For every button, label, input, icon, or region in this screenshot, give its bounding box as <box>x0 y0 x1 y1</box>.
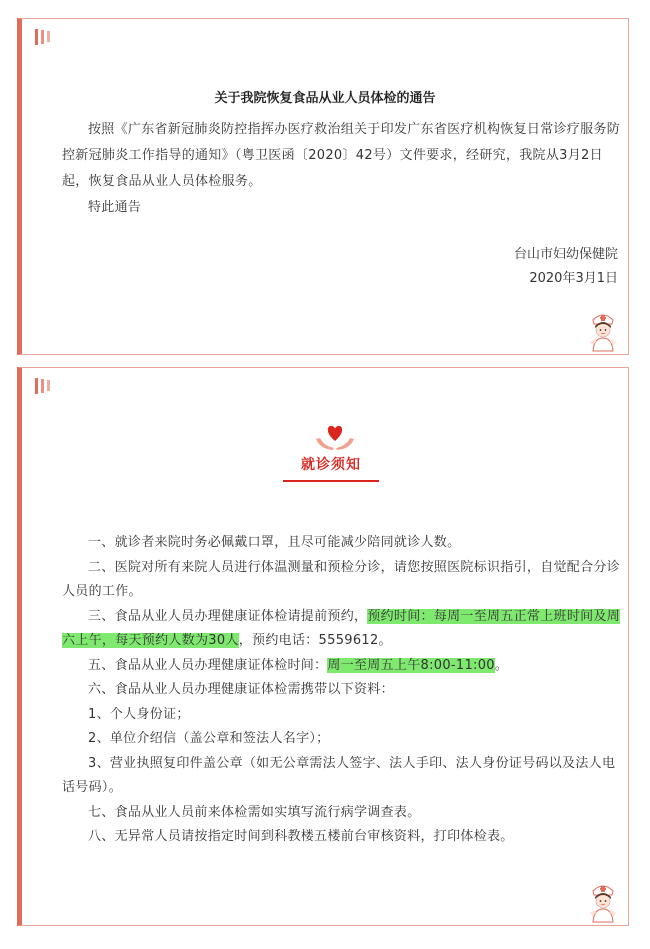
list-item <box>62 654 628 679</box>
notice-paragraph: 按照《广东省新冠肺炎防控指挥办医疗救治组关于印发广东省医疗机构恢复日常诊疗服务防控新冠肺炎工作指导的通知》（粤卫医函〔2020〕42号）文件要求，经研究，我院从3月2日起，恢复食品从业人员体检服务。 <box>62 122 621 189</box>
notice-title: 关于我院恢复食品从业人员体检的通告 <box>214 91 436 106</box>
list-item: 七、食品从业人员前来体检需如实填写流行病学调查表。 <box>88 804 421 820</box>
notice-date: 2020年3月1日 <box>529 271 618 286</box>
notice-card <box>17 18 629 355</box>
nurse-icon <box>584 879 622 923</box>
list-item-text: ，预约电话：5559612。 <box>238 633 392 648</box>
list-subitem: 1、个人身份证； <box>88 706 190 722</box>
list-item: 八、无异常人员请按指定时间到科教楼五楼前台审核资料，打印体检表。 <box>88 829 514 844</box>
highlighted-exam-time: 周一至周五上午8:00-11:00 <box>327 657 495 673</box>
highlighted-appointment-info: 预约时间：每周一至周五正常上班时间及周六上午，每天预约人数为30人 <box>62 608 621 648</box>
list-item: 二、医院对所有来院人员进行体温测量和预检分诊，请您按照医院标识指引，自觉配合分诊人员的工作。 <box>62 559 621 599</box>
guide-card <box>17 367 629 926</box>
list-subitem: 3、营业执照复印件盖公章（如无公章需法人签字、法人手印、法人身份证号码以及法人电话号码）。 <box>62 755 616 795</box>
guide-heading: 就诊须知 <box>301 457 361 473</box>
list-item: 一、就诊者来院时务必佩戴口罩，且尽可能减少陪同就诊人数。 <box>88 535 461 550</box>
guide-heading-banner <box>283 452 379 482</box>
list-item <box>62 605 628 654</box>
bars-decoration-icon <box>35 29 50 45</box>
guide-list <box>62 531 628 850</box>
bars-decoration-icon <box>35 378 50 394</box>
list-item: 六、食品从业人员办理健康证体检需携带以下资料： <box>88 682 394 697</box>
list-item-text: 五、食品从业人员办理健康证体检时间： <box>88 657 328 673</box>
nurse-icon <box>584 308 622 352</box>
list-item-text: 。 <box>494 657 509 673</box>
list-subitem: 2、单位介绍信（盖公章和签法人名字）； <box>88 731 330 746</box>
heart-hands-icon <box>310 423 360 453</box>
notice-closing: 特此通告 <box>88 200 142 215</box>
notice-organization: 台山市妇幼保健院 <box>513 247 618 262</box>
list-item-text: 三、食品从业人员办理健康证体检请提前预约， <box>88 608 368 624</box>
